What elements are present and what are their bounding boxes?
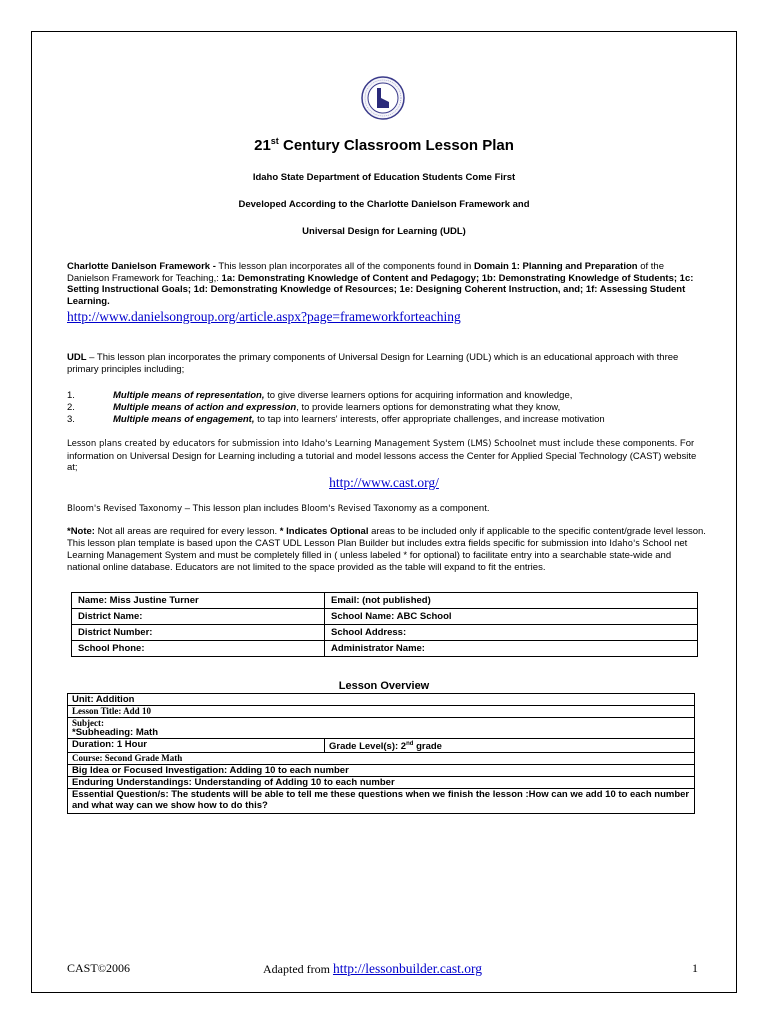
table-row [72, 593, 698, 609]
duration-grade-row [68, 738, 694, 752]
table-row [72, 641, 698, 657]
udl-principle-2: 2. Multiple means of action and expression, to provide learners options for demonstrating what they know, [67, 402, 561, 413]
subtitle-department: Idaho State Department of Education Students Come First [252, 172, 516, 183]
lesson-overview-table [67, 693, 695, 814]
email-cell: Email: (not published) [325, 593, 698, 609]
page-number: 1 [692, 961, 698, 975]
course-row: Course: Second Grade Math [68, 752, 694, 764]
administrator-name-cell: Administrator Name: [325, 641, 698, 657]
state-seal-icon [361, 76, 405, 120]
essential-questions-row: Essential Question/s: The students will be able to tell me these questions when we finish the lesson :How can we add 10 to each number and what way can we show how to do this? [68, 788, 694, 814]
district-number-cell: District Number: [72, 625, 325, 641]
lessonbuilder-link[interactable]: http://lessonbuilder.cast.org [332, 961, 482, 976]
udl-paragraph: UDL – This lesson plan incorporates the primary components of Universal Design for Learning (UDL) which is an educational approach with three primary principles including; [67, 352, 679, 375]
duration-cell: Duration: 1 Hour [68, 739, 325, 752]
note-paragraph: *Note: Not all areas are required for every lesson. * Indicates Optional areas to be included only if applicable to the specific content/grade level lesson. This lesson plan template is based upon the CAST UDL Lesson Plan Builder but includes extra fields specific for submission into Idaho's School net Learning Management System and must be completely filled in ( unless labeled * for optional) to facilitate entry into a searchable state-wide and national online database. Educators are not limited to the space provided as the table will expand to fit the entries. [67, 526, 706, 573]
district-name-cell: District Name: [72, 609, 325, 625]
school-address-cell: School Address: [325, 625, 698, 641]
school-name-cell: School Name: ABC School [325, 609, 698, 625]
cast-link[interactable]: http://www.cast.org/ [329, 475, 439, 490]
lesson-title-row: Lesson Title: Add 10 [68, 705, 694, 717]
subject-row: Subject: *Subheading: Math [68, 717, 694, 738]
big-idea-row: Big Idea or Focused Investigation: Adding 10 to each number [68, 764, 694, 776]
enduring-understandings-row: Enduring Understandings: Understanding of Adding 10 to each number [68, 776, 694, 788]
page-title: 21st Century Classroom Lesson Plan [254, 136, 514, 154]
subtitle-udl: Universal Design for Learning (UDL) [302, 226, 466, 237]
grade-level-cell: Grade Level(s): 2nd grade [329, 741, 442, 753]
footer-copyright: CAST©2006 [67, 961, 131, 975]
footer-adapted: Adapted from http://lessonbuilder.cast.org [263, 961, 482, 976]
subtitle-framework: Developed According to the Charlotte Danielson Framework and [238, 199, 530, 210]
teacher-info-table [71, 592, 698, 657]
udl-principle-1: 1. Multiple means of representation, to give diverse learners options for acquiring information and knowledge, [67, 390, 573, 401]
table-row [72, 609, 698, 625]
blooms-paragraph: Bloom's Revised Taxonomy – This lesson plan includes Bloom's Revised Taxonomy as a component. [67, 503, 490, 514]
lms-paragraph: Lesson plans created by educators for submission into Idaho's Learning Management System (LMS) Schoolnet must include these components. For information on Universal Design for Learning including a tutorial and model lessons access the Center for Applied Special Technology (CAST) website at; [67, 438, 697, 473]
school-phone-cell: School Phone: [72, 641, 325, 657]
danielson-paragraph: Charlotte Danielson Framework - This lesson plan incorporates all of the components found in Domain 1: Planning and Preparation of the Danielson Framework for Teaching,: 1a: Demonstrating Knowledge of Content and Pedagogy; 1b: Demonstrating Knowledge of Students; 1c: Setting Instructional Goals; 1d: Demonstrating Knowledge of Resources; 1e: Designing Coherent Instruction, and; 1f: Assessing Student Learning. [67, 261, 694, 307]
danielson-link[interactable]: http://www.danielsongroup.org/article.aspx?page=frameworkforteaching [67, 309, 461, 324]
lesson-overview-heading: Lesson Overview [338, 680, 430, 692]
udl-principle-3: 3. Multiple means of engagement, to tap into learners' interests, offer appropriate challenges, and increase motivation [67, 414, 605, 425]
name-cell: Name: Miss Justine Turner [72, 593, 325, 609]
table-row [72, 625, 698, 641]
unit-row: Unit: Addition [68, 693, 694, 705]
